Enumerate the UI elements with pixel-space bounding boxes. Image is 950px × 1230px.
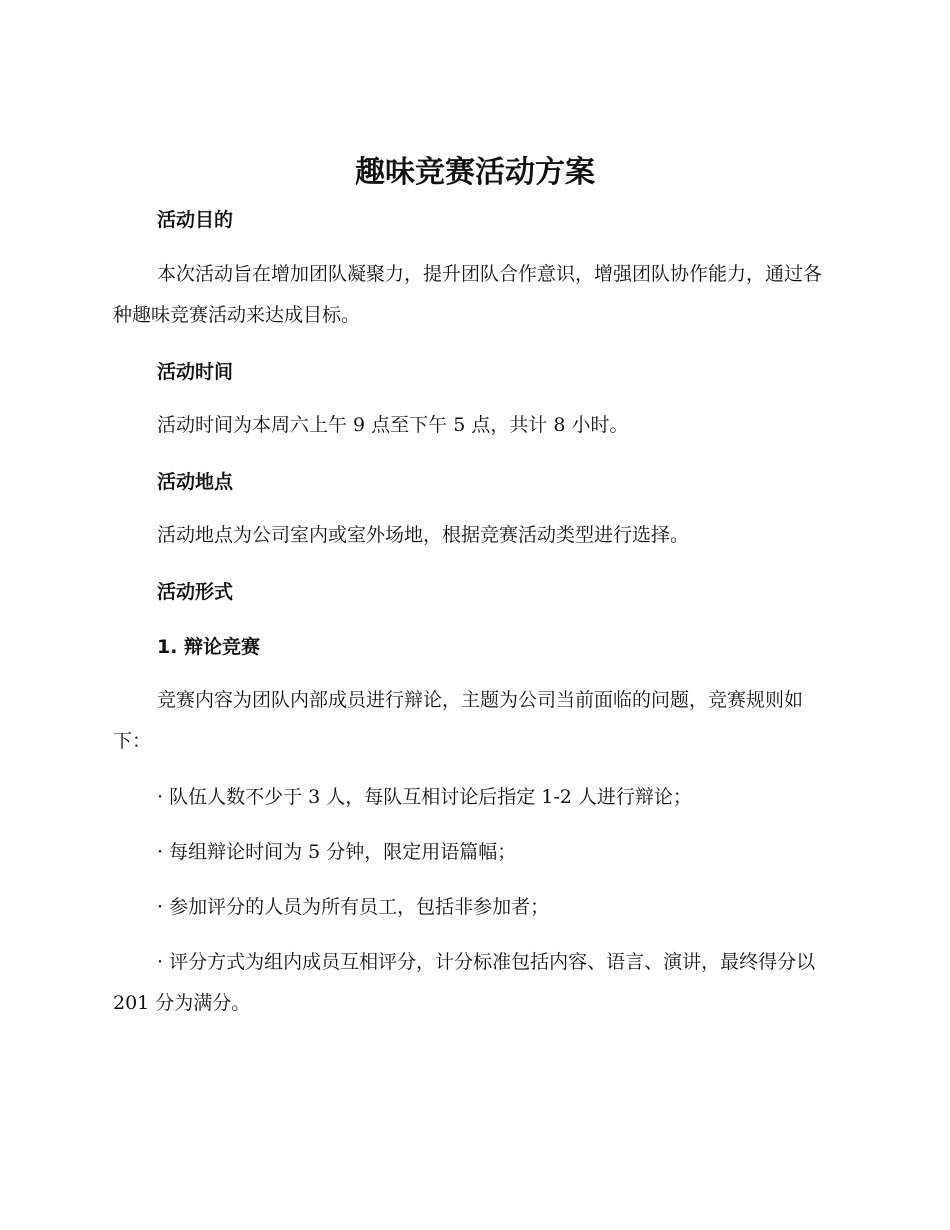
section-body-purpose: 本次活动旨在增加团队凝聚力，提升团队合作意识，增强团队协作能力，通过各种趣味竞赛活动来达成目标。	[113, 263, 823, 326]
section-heading-purpose: 活动目的	[157, 209, 234, 231]
section-body-location: 活动地点为公司室内或室外场地，根据竞赛活动类型进行选择。	[157, 524, 690, 546]
subsection-heading-debate: 1. 辩论竞赛	[157, 636, 261, 658]
section-body-time: 活动时间为本周六上午 9 点至下午 5 点，共计 8 小时。	[157, 414, 629, 436]
rule-item: · 每组辩论时间为 5 分钟，限定用语篇幅；	[157, 841, 517, 863]
document-title: 趣味竞赛活动方案	[355, 155, 595, 190]
section-heading-location: 活动地点	[157, 471, 234, 493]
rule-item: · 参加评分的人员为所有员工，包括非参加者；	[157, 896, 550, 918]
rule-item: · 评分方式为组内成员互相评分，计分标准包括内容、语言、演讲，最终得分以 201 分为满分。	[113, 951, 816, 1014]
rule-item: · 队伍人数不少于 3 人，每队互相讨论后指定 1-2 人进行辩论；	[157, 786, 692, 808]
section-heading-time: 活动时间	[157, 361, 234, 383]
section-heading-format: 活动形式	[157, 581, 234, 603]
subsection-intro: 竞赛内容为团队内部成员进行辩论，主题为公司当前面临的问题，竞赛规则如下：	[113, 689, 804, 752]
